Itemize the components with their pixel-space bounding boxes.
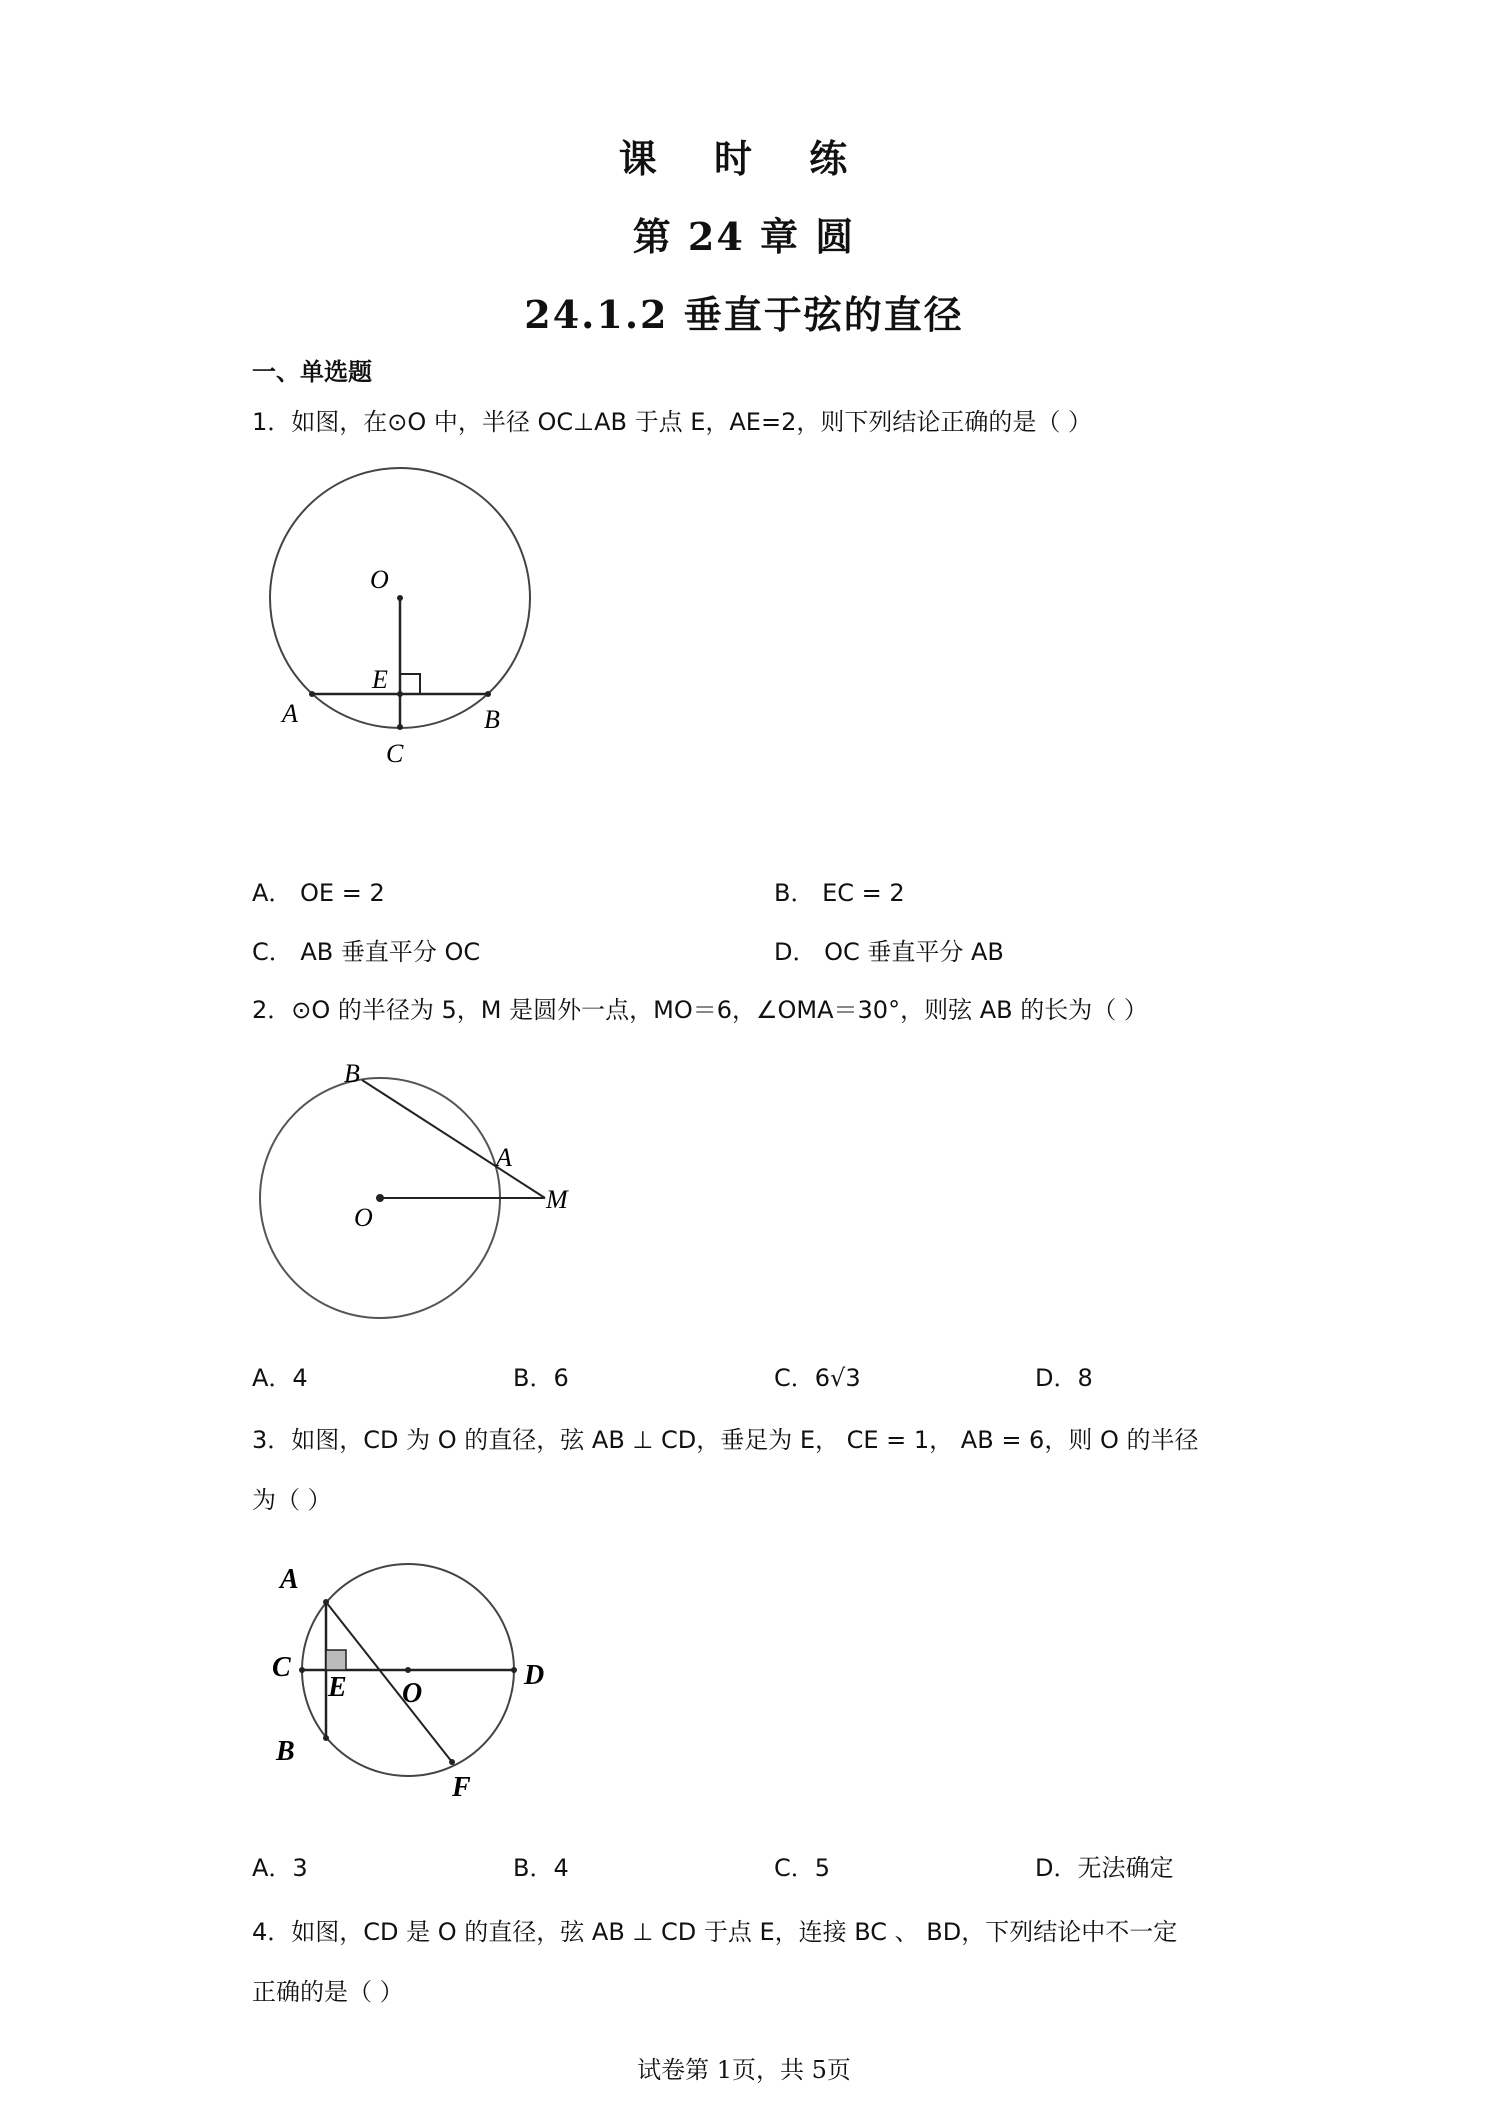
q1-point-a <box>309 691 315 697</box>
chapter-title: 第 24 章 圆 <box>632 214 856 259</box>
q3-point-f <box>449 1759 455 1765</box>
q3-point-c <box>299 1667 305 1673</box>
q1-label-o: O <box>370 565 389 594</box>
q2-option-a[interactable]: A．4 <box>252 1364 308 1392</box>
question-3-stem-line1: 3．如图，CD 为 O 的直径，弦 AB ⊥ CD，垂足为 E， CE = 1， AB = 6，则 O 的半径 <box>252 1426 1199 1454</box>
question-1-figure <box>262 460 562 780</box>
q3-option-d[interactable]: D．无法确定 <box>1035 1854 1174 1882</box>
question-4-stem-line1: 4．如图，CD 是 O 的直径，弦 AB ⊥ CD 于点 E，连接 BC 、 BD，下列结论中不一定 <box>252 1918 1178 1946</box>
q3-option-b[interactable]: B．4 <box>513 1854 569 1882</box>
q3-point-a <box>323 1599 329 1605</box>
q1-label-e: E <box>372 665 388 694</box>
q1-option-c[interactable]: C． AB 垂直平分 OC <box>252 938 481 966</box>
q3-label-c: C <box>272 1652 291 1683</box>
q2-label-o: O <box>354 1203 373 1232</box>
q1-point-o <box>397 595 403 601</box>
q2-label-b: B <box>344 1059 360 1088</box>
q2-label-m: M <box>546 1185 568 1214</box>
question-2-figure <box>250 1048 590 1328</box>
q3-option-c[interactable]: C．5 <box>774 1854 831 1882</box>
q1-point-e <box>397 691 403 697</box>
q3-point-d <box>511 1667 517 1673</box>
q1-point-b <box>485 691 491 697</box>
q1-label-c: C <box>386 739 404 768</box>
q2-secant-bm <box>362 1080 545 1198</box>
q3-label-f: F <box>452 1772 471 1803</box>
q2-label-a: A <box>496 1143 512 1172</box>
q1-label-a: A <box>282 699 298 728</box>
question-3-stem-line2: 为（ ） <box>252 1486 332 1514</box>
section-heading: 一、单选题 <box>252 358 372 386</box>
q2-option-c[interactable]: C．6√3 <box>774 1364 861 1392</box>
q3-label-o: O <box>402 1678 423 1709</box>
q3-label-b: B <box>276 1736 295 1767</box>
q1-label-b: B <box>484 705 500 734</box>
question-3-figure <box>262 1552 562 1812</box>
page-title: 课 时 练 <box>618 136 870 181</box>
q3-option-a[interactable]: A．3 <box>252 1854 308 1882</box>
q2-option-b[interactable]: B．6 <box>513 1364 569 1392</box>
q3-point-b <box>323 1735 329 1741</box>
question-4-stem-line2: 正确的是（ ） <box>252 1978 404 2006</box>
q2-option-d[interactable]: D．8 <box>1035 1364 1093 1392</box>
question-1-stem: 1．如图，在⊙O 中，半径 OC⊥AB 于点 E，AE=2，则下列结论正确的是（ ） <box>252 408 1092 436</box>
q1-option-a[interactable]: A． OE = 2 <box>252 879 385 907</box>
section-title: 24.1.2 垂直于弦的直径 <box>524 292 964 337</box>
question-2-stem: 2．⊙O 的半径为 5，M 是圆外一点，MO＝6，∠OMA＝30°，则弦 AB 的长为（ ） <box>252 996 1148 1024</box>
q3-right-angle-mark <box>326 1650 346 1670</box>
q2-point-o <box>376 1194 384 1202</box>
q1-point-c <box>397 724 403 730</box>
q3-point-o <box>405 1667 411 1673</box>
q1-right-angle-mark <box>400 674 420 694</box>
q3-label-e: E <box>328 1672 347 1703</box>
q1-option-b[interactable]: B． EC = 2 <box>774 879 905 907</box>
q1-option-d[interactable]: D． OC 垂直平分 AB <box>774 938 1004 966</box>
q3-label-a: A <box>280 1564 299 1595</box>
q3-label-d: D <box>524 1660 545 1691</box>
page-footer: 试卷第 1页，共 5页 <box>637 2056 851 2084</box>
